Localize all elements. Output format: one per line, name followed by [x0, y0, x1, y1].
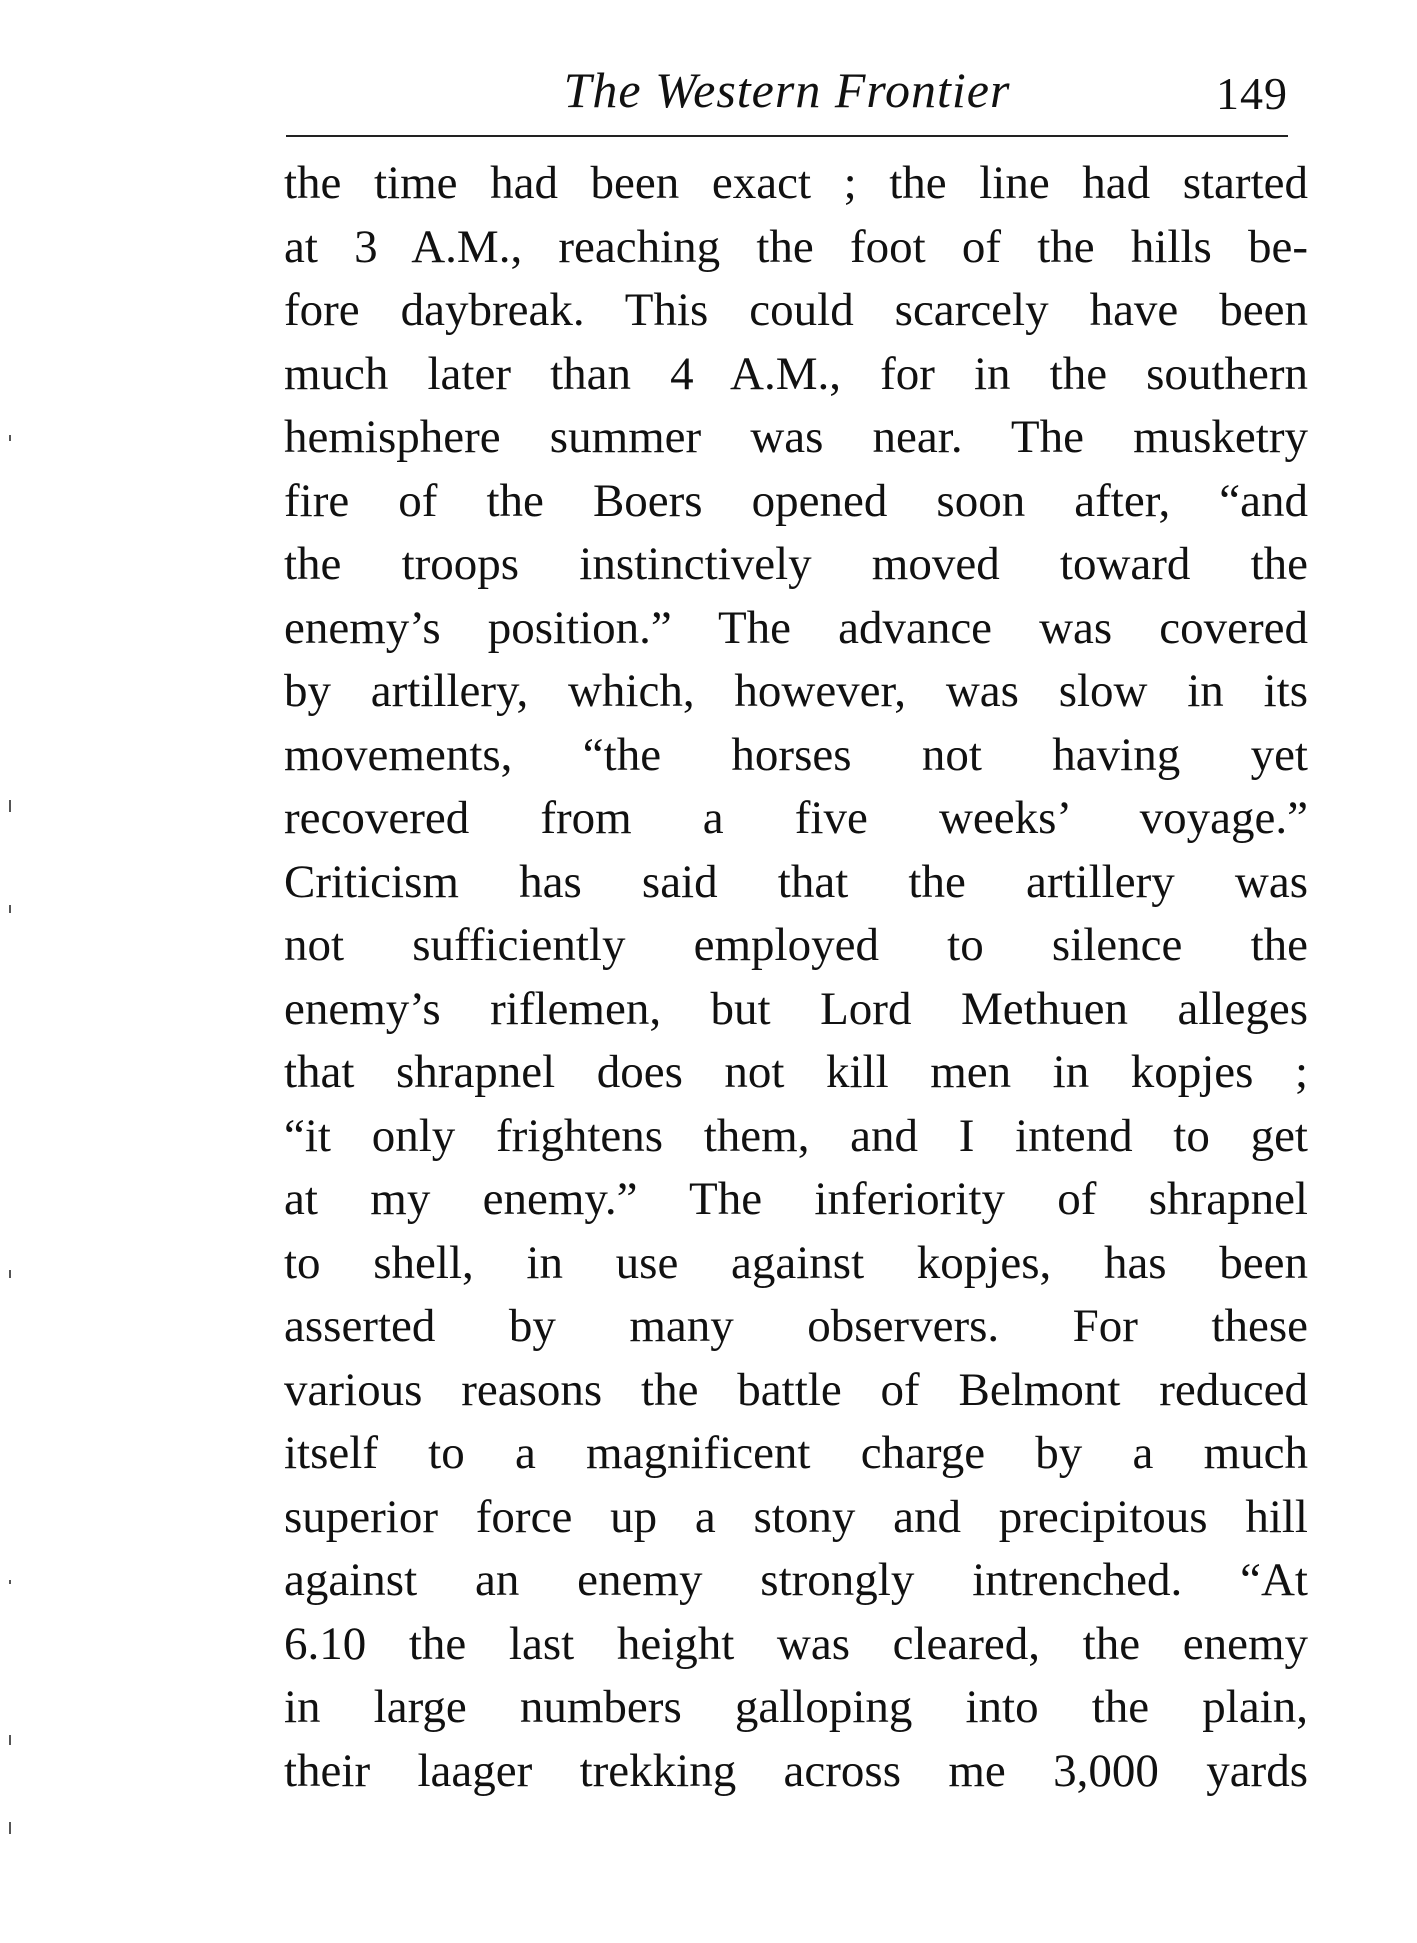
header-rule	[286, 135, 1288, 137]
text-line: by artillery, which, however, was slow in its	[284, 665, 1308, 717]
text-line: not sufficiently employed to silence the	[284, 919, 1308, 971]
text-line: the time had been exact ; the line had started	[284, 157, 1308, 209]
text-line: enemy’s position.” The advance was covered	[284, 601, 1308, 654]
edge-speck	[9, 1822, 11, 1834]
running-head	[286, 55, 1288, 135]
text-line: at my enemy.” The inferiority of shrapnel	[284, 1173, 1308, 1225]
text-line: movements, “the horses not having yet	[284, 728, 1308, 781]
text-line: that shrapnel does not kill men in kopjes ;	[284, 1046, 1308, 1098]
text-line: asserted by many observers. For these	[284, 1300, 1308, 1352]
edge-speck	[9, 1735, 11, 1745]
text-line: fire of the Boers opened soon after, “and	[284, 474, 1308, 527]
text-line: the troops instinctively moved toward the	[284, 538, 1308, 590]
edge-speck	[9, 800, 11, 812]
text-line: in large numbers galloping into the plain,	[284, 1681, 1308, 1733]
text-line: recovered from a five weeks’ voyage.”	[284, 792, 1308, 844]
text-line: 6.10 the last height was cleared, the enemy	[284, 1617, 1308, 1670]
text-line: fore daybreak. This could scarcely have been	[284, 284, 1308, 336]
text-line: against an enemy strongly intrenched. “At	[284, 1554, 1308, 1606]
text-line: at 3 A.M., reaching the foot of the hills be-	[284, 220, 1308, 273]
edge-speck	[9, 1270, 11, 1278]
text-line: much later than 4 A.M., for in the southern	[284, 347, 1308, 400]
edge-speck	[9, 905, 11, 913]
edge-speck	[9, 435, 11, 441]
text-line: their laager trekking across me 3,000 yards	[284, 1744, 1308, 1797]
text-line: itself to a magnificent charge by a much	[284, 1427, 1308, 1479]
body-text	[284, 152, 1308, 1803]
text-line: various reasons the battle of Belmont reduced	[284, 1363, 1308, 1416]
text-line: “it only frightens them, and I intend to get	[284, 1109, 1308, 1162]
text-line: enemy’s riflemen, but Lord Methuen alleges	[284, 982, 1308, 1035]
text-line: hemisphere summer was near. The musketry	[284, 411, 1308, 463]
text-line: to shell, in use against kopjes, has been	[284, 1236, 1308, 1289]
text-line: Criticism has said that the artillery was	[284, 855, 1308, 908]
edge-speck	[9, 1580, 11, 1584]
text-line: superior force up a stony and precipitous hill	[284, 1490, 1308, 1543]
running-title: The Western Frontier	[563, 62, 1011, 118]
page-number: 149	[1216, 68, 1288, 119]
